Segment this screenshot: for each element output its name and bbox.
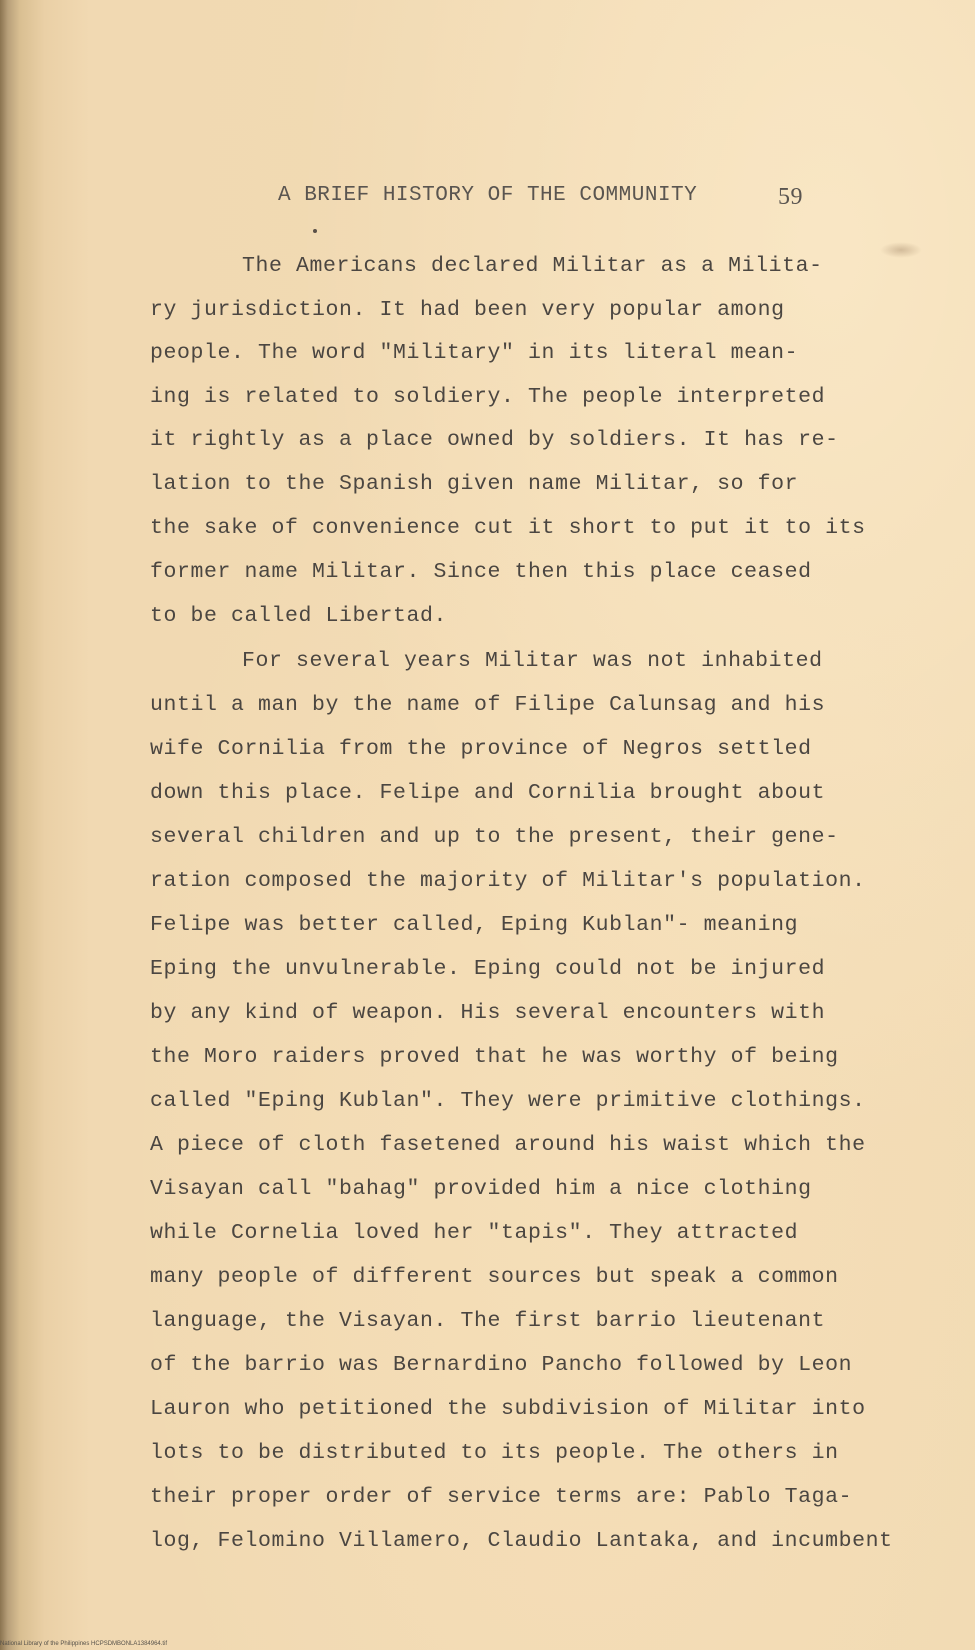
running-title: A BRIEF HISTORY OF THE COMMUNITY bbox=[278, 184, 698, 207]
text-line: their proper order of service terms are: Pablo Taga- bbox=[150, 1485, 853, 1509]
page-number: 59 bbox=[778, 184, 803, 210]
text-line: it rightly as a place owned by soldiers. It has re- bbox=[150, 428, 839, 452]
text-line: former name Militar. Since then this place ceased bbox=[150, 560, 812, 584]
text-line: many people of different sources but speak a common bbox=[150, 1265, 839, 1289]
text-line: the sake of convenience cut it short to put it to its bbox=[150, 516, 866, 540]
text-line: until a man by the name of Filipe Calunsag and his bbox=[150, 693, 826, 717]
text-line: ration composed the majority of Militar's population. bbox=[150, 869, 866, 893]
text-line: to be called Libertad. bbox=[150, 604, 448, 628]
text-line: ry jurisdiction. It had been very popular among bbox=[150, 298, 785, 322]
archive-credit: National Library of the Philippines HCPSDMBONLA1384964.tif bbox=[0, 1641, 168, 1647]
text-line: wife Cornilia from the province of Negros settled bbox=[150, 737, 812, 761]
text-line: For several years Militar was not inhabited bbox=[242, 649, 823, 673]
text-line: A piece of cloth fasetened around his waist which the bbox=[150, 1133, 866, 1157]
text-line: Visayan call "bahag" provided him a nice clothing bbox=[150, 1177, 812, 1201]
text-line: language, the Visayan. The first barrio lieutenant bbox=[150, 1309, 826, 1333]
text-line: several children and up to the present, their gene- bbox=[150, 825, 839, 849]
text-line: The Americans declared Militar as a Milita- bbox=[242, 254, 823, 278]
text-line: down this place. Felipe and Cornilia brought about bbox=[150, 781, 826, 805]
text-line: the Moro raiders proved that he was worthy of being bbox=[150, 1045, 839, 1069]
text-line: Felipe was better called, Eping Kublan"- meaning bbox=[150, 913, 799, 937]
text-line: Eping the unvulnerable. Eping could not be injured bbox=[150, 957, 826, 981]
text-line: lation to the Spanish given name Militar, so for bbox=[150, 472, 799, 496]
text-line: called "Eping Kublan". They were primitive clothings. bbox=[150, 1089, 866, 1113]
text-line: while Cornelia loved her "tapis". They attracted bbox=[150, 1221, 799, 1245]
text-line: lots to be distributed to its people. The others in bbox=[150, 1441, 839, 1465]
text-line: by any kind of weapon. His several encounters with bbox=[150, 1001, 826, 1025]
text-line: ing is related to soldiery. The people interpreted bbox=[150, 385, 826, 409]
text-line: people. The word "Military" in its literal mean- bbox=[150, 341, 799, 365]
text-line: of the barrio was Bernardino Pancho followed by Leon bbox=[150, 1353, 853, 1377]
text-line: log, Felomino Villamero, Claudio Lantaka, and incumbent bbox=[150, 1529, 893, 1553]
text-line: Lauron who petitioned the subdivision of Militar into bbox=[150, 1397, 866, 1421]
